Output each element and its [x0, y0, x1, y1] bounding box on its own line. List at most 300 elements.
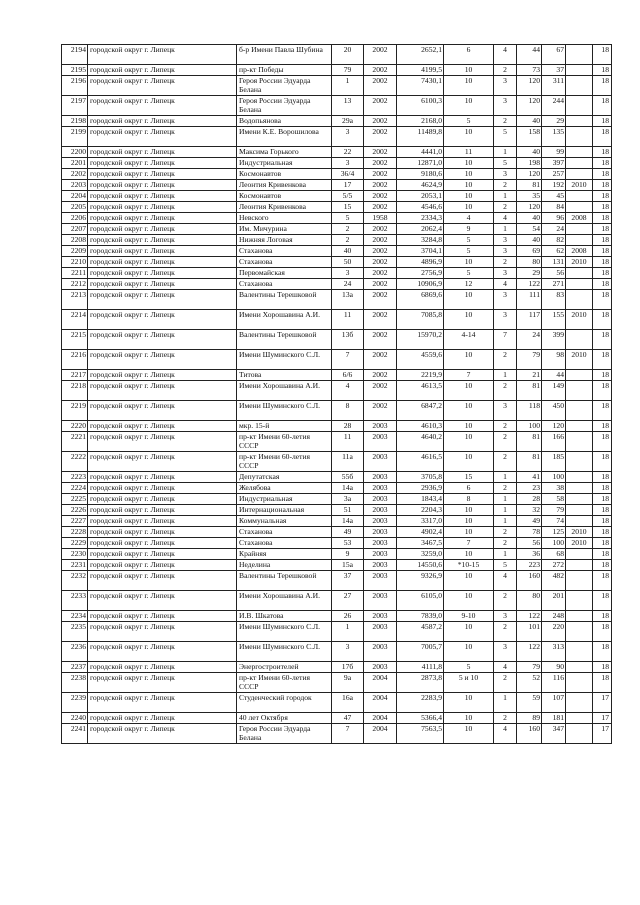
cell-repair-year: [566, 158, 593, 169]
cell-priority: 18: [593, 235, 612, 246]
cell-total-area: 1843,4: [397, 494, 444, 505]
cell-residents: 45: [542, 191, 566, 202]
cell-priority: 18: [593, 452, 612, 472]
cell-year-built: 2002: [364, 147, 397, 158]
cell-row-number: 2220: [62, 421, 88, 432]
cell-street: Героя России Эдуарда Белана: [237, 724, 332, 744]
cell-house-number: 53: [332, 538, 364, 549]
cell-floors: 10: [444, 191, 494, 202]
cell-entrances: 2: [494, 673, 517, 693]
cell-street: Крайняя: [237, 549, 332, 560]
cell-floors: 10: [444, 724, 494, 744]
cell-house-number: 3: [332, 158, 364, 169]
cell-house-number: 3: [332, 127, 364, 147]
cell-repair-year: [566, 505, 593, 516]
cell-apartments: 40: [517, 235, 542, 246]
cell-total-area: 3704,1: [397, 246, 444, 257]
cell-street: Имени Хорошавина А.И.: [237, 591, 332, 611]
cell-row-number: 2194: [62, 45, 88, 65]
cell-total-area: 4616,5: [397, 452, 444, 472]
cell-municipality: городской округ г. Липецк: [88, 158, 237, 169]
cell-floors: 10: [444, 527, 494, 538]
cell-apartments: 89: [517, 713, 542, 724]
cell-house-number: 15: [332, 202, 364, 213]
cell-street: Леонтия Кривенкова: [237, 180, 332, 191]
cell-repair-year: [566, 662, 593, 673]
cell-residents: 100: [542, 472, 566, 483]
cell-repair-year: [566, 202, 593, 213]
cell-year-built: 2004: [364, 693, 397, 713]
cell-residents: 272: [542, 560, 566, 571]
table-row: [62, 147, 612, 158]
cell-year-built: 2004: [364, 673, 397, 693]
cell-house-number: 15а: [332, 560, 364, 571]
cell-municipality: городской округ г. Липецк: [88, 147, 237, 158]
cell-municipality: городской округ г. Липецк: [88, 472, 237, 483]
cell-residents: 62: [542, 246, 566, 257]
cell-year-built: 1958: [364, 213, 397, 224]
cell-house-number: 14а: [332, 516, 364, 527]
cell-row-number: 2202: [62, 169, 88, 180]
cell-entrances: 1: [494, 370, 517, 381]
cell-repair-year: 2010: [566, 180, 593, 191]
cell-entrances: 2: [494, 591, 517, 611]
cell-municipality: городской округ г. Липецк: [88, 432, 237, 452]
cell-year-built: 2002: [364, 235, 397, 246]
cell-street: Индустриальная: [237, 158, 332, 169]
cell-house-number: 55б: [332, 472, 364, 483]
cell-street: Имени Хорошавина А.И.: [237, 381, 332, 401]
cell-repair-year: [566, 713, 593, 724]
cell-residents: 125: [542, 527, 566, 538]
cell-house-number: 51: [332, 505, 364, 516]
cell-row-number: 2217: [62, 370, 88, 381]
cell-total-area: 2219,9: [397, 370, 444, 381]
cell-floors: 10: [444, 591, 494, 611]
cell-repair-year: [566, 191, 593, 202]
cell-street: И.В. Шкатова: [237, 611, 332, 622]
cell-entrances: 2: [494, 65, 517, 76]
cell-floors: 10: [444, 127, 494, 147]
cell-floors: 10: [444, 310, 494, 330]
cell-entrances: 2: [494, 483, 517, 494]
cell-row-number: 2226: [62, 505, 88, 516]
cell-residents: 79: [542, 505, 566, 516]
cell-residents: 181: [542, 713, 566, 724]
cell-priority: 17: [593, 713, 612, 724]
cell-apartments: 21: [517, 370, 542, 381]
cell-priority: 18: [593, 370, 612, 381]
cell-row-number: 2205: [62, 202, 88, 213]
cell-apartments: 81: [517, 180, 542, 191]
cell-municipality: городской округ г. Липецк: [88, 310, 237, 330]
cell-municipality: городской округ г. Липецк: [88, 549, 237, 560]
cell-residents: 99: [542, 147, 566, 158]
cell-floors: 5: [444, 246, 494, 257]
cell-street: пр-кт Имени 60-летия СССР: [237, 452, 332, 472]
cell-house-number: 17б: [332, 662, 364, 673]
cell-repair-year: [566, 401, 593, 421]
cell-apartments: 118: [517, 401, 542, 421]
cell-floors: 5: [444, 235, 494, 246]
cell-house-number: 5: [332, 213, 364, 224]
cell-street: Студенческий городок: [237, 693, 332, 713]
table-row: [62, 483, 612, 494]
cell-repair-year: [566, 330, 593, 350]
table-row: [62, 191, 612, 202]
cell-year-built: 2003: [364, 549, 397, 560]
cell-apartments: 69: [517, 246, 542, 257]
cell-apartments: 122: [517, 642, 542, 662]
cell-residents: 313: [542, 642, 566, 662]
cell-house-number: 7: [332, 724, 364, 744]
cell-row-number: 2211: [62, 268, 88, 279]
cell-row-number: 2238: [62, 673, 88, 693]
cell-total-area: 3284,8: [397, 235, 444, 246]
cell-priority: 18: [593, 180, 612, 191]
cell-house-number: 11а: [332, 452, 364, 472]
cell-total-area: 10906,9: [397, 279, 444, 290]
cell-year-built: 2003: [364, 571, 397, 591]
cell-house-number: 27: [332, 591, 364, 611]
cell-priority: 18: [593, 202, 612, 213]
cell-entrances: 5: [494, 560, 517, 571]
cell-residents: 397: [542, 158, 566, 169]
cell-priority: 18: [593, 169, 612, 180]
cell-repair-year: [566, 127, 593, 147]
cell-entrances: 3: [494, 169, 517, 180]
table-row: [62, 158, 612, 169]
cell-row-number: 2212: [62, 279, 88, 290]
cell-year-built: 2003: [364, 642, 397, 662]
table-row: [62, 116, 612, 127]
cell-entrances: 3: [494, 290, 517, 310]
cell-floors: *10-15: [444, 560, 494, 571]
cell-year-built: 2003: [364, 560, 397, 571]
cell-year-built: 2002: [364, 401, 397, 421]
cell-residents: 482: [542, 571, 566, 591]
cell-floors: 10: [444, 202, 494, 213]
cell-repair-year: [566, 116, 593, 127]
cell-floors: 10: [444, 642, 494, 662]
cell-municipality: городской округ г. Липецк: [88, 505, 237, 516]
table-row: [62, 235, 612, 246]
cell-street: пр-кт Имени 60-летия СССР: [237, 432, 332, 452]
cell-entrances: 4: [494, 213, 517, 224]
table-row: [62, 527, 612, 538]
cell-floors: 12: [444, 279, 494, 290]
cell-row-number: 2201: [62, 158, 88, 169]
cell-house-number: 6/6: [332, 370, 364, 381]
cell-repair-year: [566, 591, 593, 611]
table-row: [62, 505, 612, 516]
cell-row-number: 2207: [62, 224, 88, 235]
cell-row-number: 2229: [62, 538, 88, 549]
cell-priority: 18: [593, 330, 612, 350]
cell-total-area: 2756,9: [397, 268, 444, 279]
cell-row-number: 2224: [62, 483, 88, 494]
cell-entrances: 2: [494, 538, 517, 549]
cell-row-number: 2198: [62, 116, 88, 127]
cell-floors: 10: [444, 96, 494, 116]
cell-row-number: 2222: [62, 452, 88, 472]
cell-total-area: 4111,8: [397, 662, 444, 673]
cell-entrances: 1: [494, 472, 517, 483]
cell-total-area: 2652,1: [397, 45, 444, 65]
cell-floors: 10: [444, 713, 494, 724]
cell-entrances: 2: [494, 527, 517, 538]
cell-repair-year: [566, 147, 593, 158]
cell-street: пр-кт Победы: [237, 65, 332, 76]
cell-street: Героя России Эдуарда Белана: [237, 96, 332, 116]
cell-total-area: 7085,8: [397, 310, 444, 330]
cell-house-number: 11: [332, 310, 364, 330]
cell-house-number: 3: [332, 268, 364, 279]
cell-street: Невского: [237, 213, 332, 224]
cell-priority: 18: [593, 268, 612, 279]
cell-entrances: 3: [494, 611, 517, 622]
cell-street: Валентины Терешковой: [237, 571, 332, 591]
cell-street: Энергостроителей: [237, 662, 332, 673]
cell-entrances: 3: [494, 246, 517, 257]
cell-residents: 90: [542, 662, 566, 673]
cell-entrances: 3: [494, 96, 517, 116]
cell-repair-year: 2010: [566, 350, 593, 370]
cell-priority: 17: [593, 724, 612, 744]
cell-residents: 98: [542, 350, 566, 370]
cell-street: Первомайская: [237, 268, 332, 279]
table-row: [62, 662, 612, 673]
cell-priority: 18: [593, 549, 612, 560]
cell-house-number: 3: [332, 642, 364, 662]
cell-municipality: городской округ г. Липецк: [88, 591, 237, 611]
cell-municipality: городской округ г. Липецк: [88, 330, 237, 350]
cell-apartments: 81: [517, 381, 542, 401]
cell-total-area: 11489,8: [397, 127, 444, 147]
cell-municipality: городской округ г. Липецк: [88, 452, 237, 472]
cell-municipality: городской округ г. Липецк: [88, 116, 237, 127]
cell-municipality: городской округ г. Липецк: [88, 96, 237, 116]
cell-priority: 18: [593, 591, 612, 611]
table-row: [62, 693, 612, 713]
table-row: [62, 279, 612, 290]
cell-apartments: 54: [517, 224, 542, 235]
cell-street: Имени Шуминского С.Л.: [237, 642, 332, 662]
cell-street: Неделина: [237, 560, 332, 571]
cell-repair-year: 2008: [566, 213, 593, 224]
cell-floors: 10: [444, 169, 494, 180]
cell-house-number: 5/5: [332, 191, 364, 202]
cell-year-built: 2002: [364, 290, 397, 310]
cell-priority: 18: [593, 76, 612, 96]
cell-street: Стаханова: [237, 257, 332, 268]
cell-street: Максима Горького: [237, 147, 332, 158]
cell-municipality: городской округ г. Липецк: [88, 191, 237, 202]
cell-house-number: 16а: [332, 693, 364, 713]
cell-apartments: 56: [517, 538, 542, 549]
cell-year-built: 2002: [364, 45, 397, 65]
cell-house-number: 8: [332, 401, 364, 421]
cell-residents: 166: [542, 432, 566, 452]
cell-street: Имени К.Е. Ворошилова: [237, 127, 332, 147]
cell-floors: 10: [444, 421, 494, 432]
cell-total-area: 2204,3: [397, 505, 444, 516]
cell-repair-year: 2010: [566, 310, 593, 330]
cell-year-built: 2003: [364, 611, 397, 622]
cell-municipality: городской округ г. Липецк: [88, 538, 237, 549]
cell-apartments: 160: [517, 571, 542, 591]
cell-residents: 44: [542, 370, 566, 381]
cell-floors: 10: [444, 401, 494, 421]
cell-municipality: городской округ г. Липецк: [88, 494, 237, 505]
cell-apartments: 120: [517, 169, 542, 180]
table-row: [62, 516, 612, 527]
cell-residents: 244: [542, 96, 566, 116]
cell-repair-year: [566, 622, 593, 642]
cell-repair-year: [566, 642, 593, 662]
cell-residents: 131: [542, 257, 566, 268]
cell-apartments: 198: [517, 158, 542, 169]
cell-street: Коммунальная: [237, 516, 332, 527]
cell-municipality: городской округ г. Липецк: [88, 713, 237, 724]
cell-repair-year: [566, 724, 593, 744]
cell-priority: 18: [593, 432, 612, 452]
cell-apartments: 111: [517, 290, 542, 310]
cell-street: Стаханова: [237, 279, 332, 290]
cell-priority: 18: [593, 381, 612, 401]
cell-total-area: 9326,9: [397, 571, 444, 591]
cell-row-number: 2203: [62, 180, 88, 191]
cell-repair-year: [566, 381, 593, 401]
cell-apartments: 120: [517, 76, 542, 96]
table-row: [62, 571, 612, 591]
cell-row-number: 2199: [62, 127, 88, 147]
cell-year-built: 2003: [364, 421, 397, 432]
cell-year-built: 2003: [364, 452, 397, 472]
cell-priority: 18: [593, 246, 612, 257]
cell-municipality: городской округ г. Липецк: [88, 224, 237, 235]
cell-repair-year: 2010: [566, 527, 593, 538]
cell-residents: 149: [542, 381, 566, 401]
cell-row-number: 2197: [62, 96, 88, 116]
cell-year-built: 2002: [364, 370, 397, 381]
cell-repair-year: [566, 673, 593, 693]
cell-municipality: городской округ г. Липецк: [88, 257, 237, 268]
cell-row-number: 2235: [62, 622, 88, 642]
cell-repair-year: [566, 235, 593, 246]
cell-apartments: 29: [517, 268, 542, 279]
cell-repair-year: [566, 452, 593, 472]
cell-street: Имени Шуминского С.Л.: [237, 622, 332, 642]
cell-floors: 10: [444, 516, 494, 527]
cell-residents: 271: [542, 279, 566, 290]
cell-row-number: 2206: [62, 213, 88, 224]
cell-year-built: 2002: [364, 96, 397, 116]
cell-total-area: 7005,7: [397, 642, 444, 662]
cell-house-number: 28: [332, 421, 364, 432]
cell-municipality: городской округ г. Липецк: [88, 622, 237, 642]
cell-priority: 18: [593, 662, 612, 673]
cell-apartments: 79: [517, 662, 542, 673]
cell-residents: 185: [542, 452, 566, 472]
cell-apartments: 81: [517, 452, 542, 472]
cell-row-number: 2228: [62, 527, 88, 538]
cell-street: Стаханова: [237, 246, 332, 257]
cell-repair-year: [566, 65, 593, 76]
cell-floors: 10: [444, 290, 494, 310]
cell-apartments: 73: [517, 65, 542, 76]
cell-floors: 10: [444, 350, 494, 370]
document-page: [61, 44, 611, 744]
cell-floors: 8: [444, 494, 494, 505]
cell-entrances: 3: [494, 401, 517, 421]
cell-municipality: городской округ г. Липецк: [88, 279, 237, 290]
cell-house-number: 11: [332, 432, 364, 452]
cell-row-number: 2214: [62, 310, 88, 330]
cell-year-built: 2002: [364, 310, 397, 330]
cell-apartments: 100: [517, 421, 542, 432]
cell-year-built: 2003: [364, 538, 397, 549]
cell-floors: 10: [444, 76, 494, 96]
cell-apartments: 24: [517, 330, 542, 350]
cell-priority: 18: [593, 279, 612, 290]
cell-total-area: 4640,2: [397, 432, 444, 452]
cell-house-number: 17: [332, 180, 364, 191]
cell-priority: 18: [593, 642, 612, 662]
cell-repair-year: 2008: [566, 246, 593, 257]
cell-municipality: городской округ г. Липецк: [88, 673, 237, 693]
cell-repair-year: [566, 549, 593, 560]
cell-repair-year: [566, 421, 593, 432]
cell-entrances: 1: [494, 549, 517, 560]
cell-municipality: городской округ г. Липецк: [88, 235, 237, 246]
cell-street: Им. Мичурина: [237, 224, 332, 235]
cell-floors: 10: [444, 257, 494, 268]
cell-street: Депутатская: [237, 472, 332, 483]
cell-street: Леонтия Кривенкова: [237, 202, 332, 213]
cell-entrances: 5: [494, 158, 517, 169]
cell-entrances: 1: [494, 191, 517, 202]
cell-apartments: 40: [517, 147, 542, 158]
cell-entrances: 2: [494, 257, 517, 268]
cell-year-built: 2002: [364, 180, 397, 191]
cell-row-number: 2230: [62, 549, 88, 560]
table-row: [62, 713, 612, 724]
cell-row-number: 2225: [62, 494, 88, 505]
cell-total-area: 2334,3: [397, 213, 444, 224]
cell-residents: 37: [542, 65, 566, 76]
cell-priority: 18: [593, 45, 612, 65]
cell-priority: 18: [593, 147, 612, 158]
cell-row-number: 2240: [62, 713, 88, 724]
cell-year-built: 2002: [364, 268, 397, 279]
table-row: [62, 330, 612, 350]
cell-floors: 15: [444, 472, 494, 483]
cell-entrances: 2: [494, 452, 517, 472]
cell-row-number: 2233: [62, 591, 88, 611]
cell-municipality: городской округ г. Липецк: [88, 370, 237, 381]
cell-repair-year: [566, 494, 593, 505]
cell-entrances: 2: [494, 116, 517, 127]
cell-total-area: 7430,1: [397, 76, 444, 96]
cell-residents: 82: [542, 235, 566, 246]
cell-residents: 248: [542, 611, 566, 622]
cell-total-area: 3317,0: [397, 516, 444, 527]
cell-residents: 58: [542, 494, 566, 505]
cell-entrances: 4: [494, 279, 517, 290]
cell-year-built: 2002: [364, 191, 397, 202]
cell-municipality: городской округ г. Липецк: [88, 421, 237, 432]
